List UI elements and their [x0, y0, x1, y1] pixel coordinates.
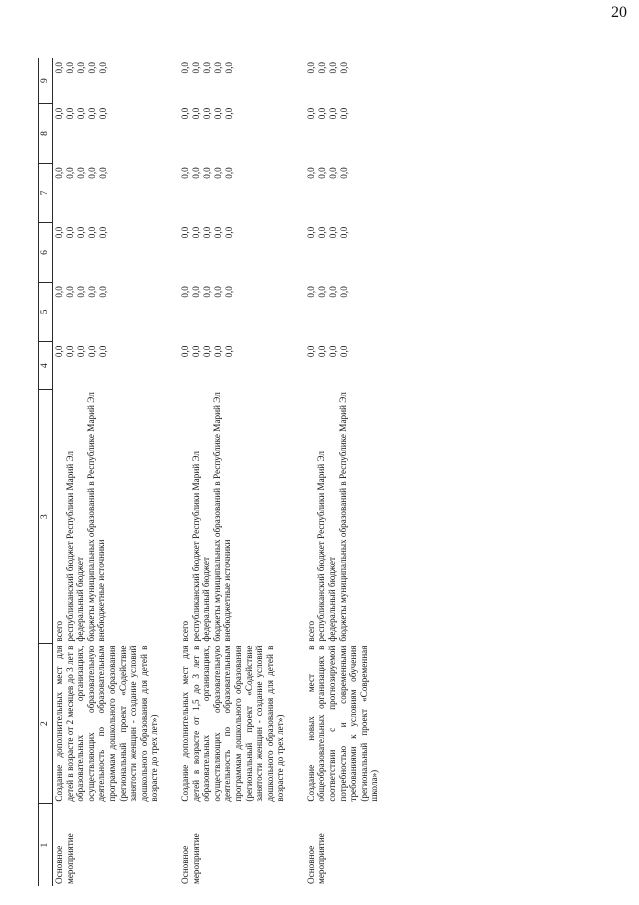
value-cell: 0,0 [76, 107, 86, 120]
page-number: 20 [611, 4, 627, 21]
value-cell: 0,0 [65, 167, 75, 179]
value-cell: 0,0 [212, 226, 223, 239]
funding-source-label: внебюджетные источники [96, 539, 107, 642]
value-cell: 0,0 [316, 107, 327, 120]
value-cell: 0,0 [65, 107, 75, 120]
value-cell: 0,0 [87, 345, 97, 358]
funding-source-label: республиканский бюджет Республики Марий Эл [316, 451, 327, 642]
table-header-row [39, 58, 53, 886]
value-cell: 0,0 [223, 167, 234, 179]
value-cell: 0,0 [338, 62, 349, 74]
value-cell: 0,0 [65, 286, 75, 298]
value-column-4 [305, 342, 381, 390]
funding-source-label: республиканский бюджет Республики Марий Эл [190, 451, 201, 642]
value-cell: 0,0 [223, 286, 234, 298]
activity-type: Основное мероприятие [305, 833, 327, 884]
column-header: 4 [39, 342, 53, 390]
value-cell: 0,0 [54, 345, 64, 358]
value-cell: 0,0 [338, 345, 349, 358]
value-column-4 [53, 342, 161, 390]
value-column-6 [179, 223, 287, 282]
value-column-8 [53, 104, 161, 163]
funding-source-label: республиканский бюджет Республики Марий Эл [64, 451, 75, 642]
value-cell: 0,0 [54, 62, 64, 74]
value-cell: 0,0 [54, 286, 64, 298]
column-header: 8 [39, 104, 53, 163]
column-header: 3 [39, 390, 53, 644]
activity-description: Создание дополнительных мест для детей в возрасте от 1,5 до 3 лет в образовательных организациях, осуществляющих образовательную деятельность по образовательным программам дошкольного образования (региональный проект «Содействие занятости женщин - создание условий дошкольного образования для детей в возрасте до трех лет») [179, 645, 286, 802]
value-cell: 0,0 [316, 345, 327, 358]
value-column-8 [305, 104, 381, 163]
value-cell: 0,0 [179, 345, 190, 358]
value-column-7 [305, 163, 381, 222]
value-cell: 0,0 [87, 107, 97, 120]
value-column-9 [305, 58, 381, 104]
value-cell: 0,0 [338, 226, 349, 239]
value-cell: 0,0 [54, 167, 64, 179]
row-spacer [287, 58, 305, 886]
column-header: 7 [39, 163, 53, 222]
value-cell: 0,0 [305, 107, 316, 120]
value-cell: 0,0 [98, 62, 108, 74]
value-cell: 0,0 [76, 62, 86, 74]
row-spacer-cell [161, 58, 179, 886]
funding-source-label: федеральный бюджет [75, 557, 86, 642]
value-cell: 0,0 [98, 226, 108, 239]
funding-sources [305, 390, 381, 644]
value-column-5 [53, 282, 161, 341]
column-header: 2 [39, 644, 53, 804]
funding-source-label: внебюджетные источники [222, 539, 233, 642]
column-header: 1 [39, 804, 53, 886]
value-cell: 0,0 [212, 62, 223, 74]
value-cell: 0,0 [327, 226, 338, 239]
value-cell: 0,0 [327, 167, 338, 179]
value-cell: 0,0 [212, 107, 223, 120]
value-cell: 0,0 [65, 345, 75, 358]
funding-source-label: бюджеты муниципальных образований в Республике Марий Эл [337, 392, 348, 642]
value-cell: 0,0 [212, 286, 223, 298]
table-row [53, 58, 161, 886]
funding-source-label: всего [179, 620, 190, 642]
rotated-table-container [38, 58, 570, 886]
row-spacer-cell [287, 58, 305, 886]
value-cell: 0,0 [223, 62, 234, 74]
column-header: 6 [39, 223, 53, 282]
value-cell: 0,0 [201, 226, 212, 239]
funding-source-label: федеральный бюджет [327, 557, 338, 642]
value-cell: 0,0 [316, 167, 327, 179]
value-cell: 0,0 [98, 286, 108, 298]
value-column-8 [179, 104, 287, 163]
value-cell: 0,0 [212, 345, 223, 358]
value-cell: 0,0 [305, 62, 316, 74]
value-cell: 0,0 [327, 62, 338, 74]
value-cell: 0,0 [87, 226, 97, 239]
value-cell: 0,0 [316, 62, 327, 74]
value-cell: 0,0 [305, 286, 316, 298]
value-cell: 0,0 [327, 107, 338, 120]
value-cell: 0,0 [54, 226, 64, 239]
value-column-6 [53, 223, 161, 282]
value-cell: 0,0 [223, 107, 234, 120]
value-cell: 0,0 [190, 286, 201, 298]
budget-table [38, 58, 381, 886]
value-cell: 0,0 [201, 62, 212, 74]
funding-source-label: федеральный бюджет [201, 557, 212, 642]
value-cell: 0,0 [190, 345, 201, 358]
value-cell: 0,0 [223, 345, 234, 358]
activity-type: Основное мероприятие [54, 833, 75, 884]
activity-description: Создание дополнительных мест для детей в возрасте от 2 месяцев до 3 лет в образовательных организациях, осуществляющих образовательную деятельность по образовательным программам дошкольного образования (региональный проект «Содействие занятости женщин - создание условий дошкольного образования для детей в возрасте до трех лет») [54, 645, 160, 802]
value-cell: 0,0 [76, 167, 86, 179]
value-cell: 0,0 [87, 286, 97, 298]
funding-source-label: всего [54, 620, 64, 642]
funding-sources [53, 390, 161, 644]
funding-source-label: всего [305, 620, 316, 642]
value-cell: 0,0 [179, 62, 190, 74]
value-cell: 0,0 [327, 286, 338, 298]
value-cell: 0,0 [179, 107, 190, 120]
value-cell: 0,0 [76, 286, 86, 298]
value-cell: 0,0 [201, 107, 212, 120]
activity-type: Основное мероприятие [179, 833, 201, 884]
value-column-7 [53, 163, 161, 222]
row-spacer [161, 58, 179, 886]
funding-sources [179, 390, 287, 644]
column-header: 9 [39, 58, 53, 104]
value-cell: 0,0 [316, 286, 327, 298]
value-cell: 0,0 [338, 167, 349, 179]
value-column-9 [53, 58, 161, 104]
value-cell: 0,0 [76, 345, 86, 358]
value-cell: 0,0 [87, 167, 97, 179]
table-row [179, 58, 287, 886]
value-cell: 0,0 [54, 107, 64, 120]
column-header: 5 [39, 282, 53, 341]
value-column-9 [179, 58, 287, 104]
value-cell: 0,0 [305, 167, 316, 179]
value-cell: 0,0 [338, 286, 349, 298]
value-column-5 [179, 282, 287, 341]
value-cell: 0,0 [201, 345, 212, 358]
value-cell: 0,0 [201, 286, 212, 298]
value-column-6 [305, 223, 381, 282]
value-cell: 0,0 [98, 167, 108, 179]
value-column-5 [305, 282, 381, 341]
value-cell: 0,0 [65, 226, 75, 239]
value-cell: 0,0 [338, 107, 349, 120]
value-cell: 0,0 [223, 226, 234, 239]
value-cell: 0,0 [87, 62, 97, 74]
value-cell: 0,0 [305, 226, 316, 239]
funding-source-label: бюджеты муниципальных образований в Республике Марий Эл [211, 392, 222, 642]
table-row [305, 58, 381, 886]
value-column-7 [179, 163, 287, 222]
activity-description: Создание новых мест в общеобразовательных организациях в соответствии с прогнозируемой потребностью и современными требованиями к условиям обучения (региональный проект «Современная школа») [305, 645, 380, 802]
value-cell: 0,0 [316, 226, 327, 239]
value-cell: 0,0 [98, 107, 108, 120]
value-cell: 0,0 [179, 226, 190, 239]
table-body [53, 58, 382, 886]
value-cell: 0,0 [65, 62, 75, 74]
value-cell: 0,0 [190, 167, 201, 179]
value-cell: 0,0 [190, 226, 201, 239]
value-cell: 0,0 [190, 62, 201, 74]
value-cell: 0,0 [76, 226, 86, 239]
value-cell: 0,0 [190, 107, 201, 120]
value-cell: 0,0 [201, 167, 212, 179]
funding-source-label: бюджеты муниципальных образований в Республике Марий Эл [85, 392, 96, 642]
value-cell: 0,0 [212, 167, 223, 179]
value-cell: 0,0 [179, 286, 190, 298]
value-cell: 0,0 [327, 345, 338, 358]
value-cell: 0,0 [305, 345, 316, 358]
value-cell: 0,0 [98, 345, 108, 358]
value-cell: 0,0 [179, 167, 190, 179]
value-column-4 [179, 342, 287, 390]
